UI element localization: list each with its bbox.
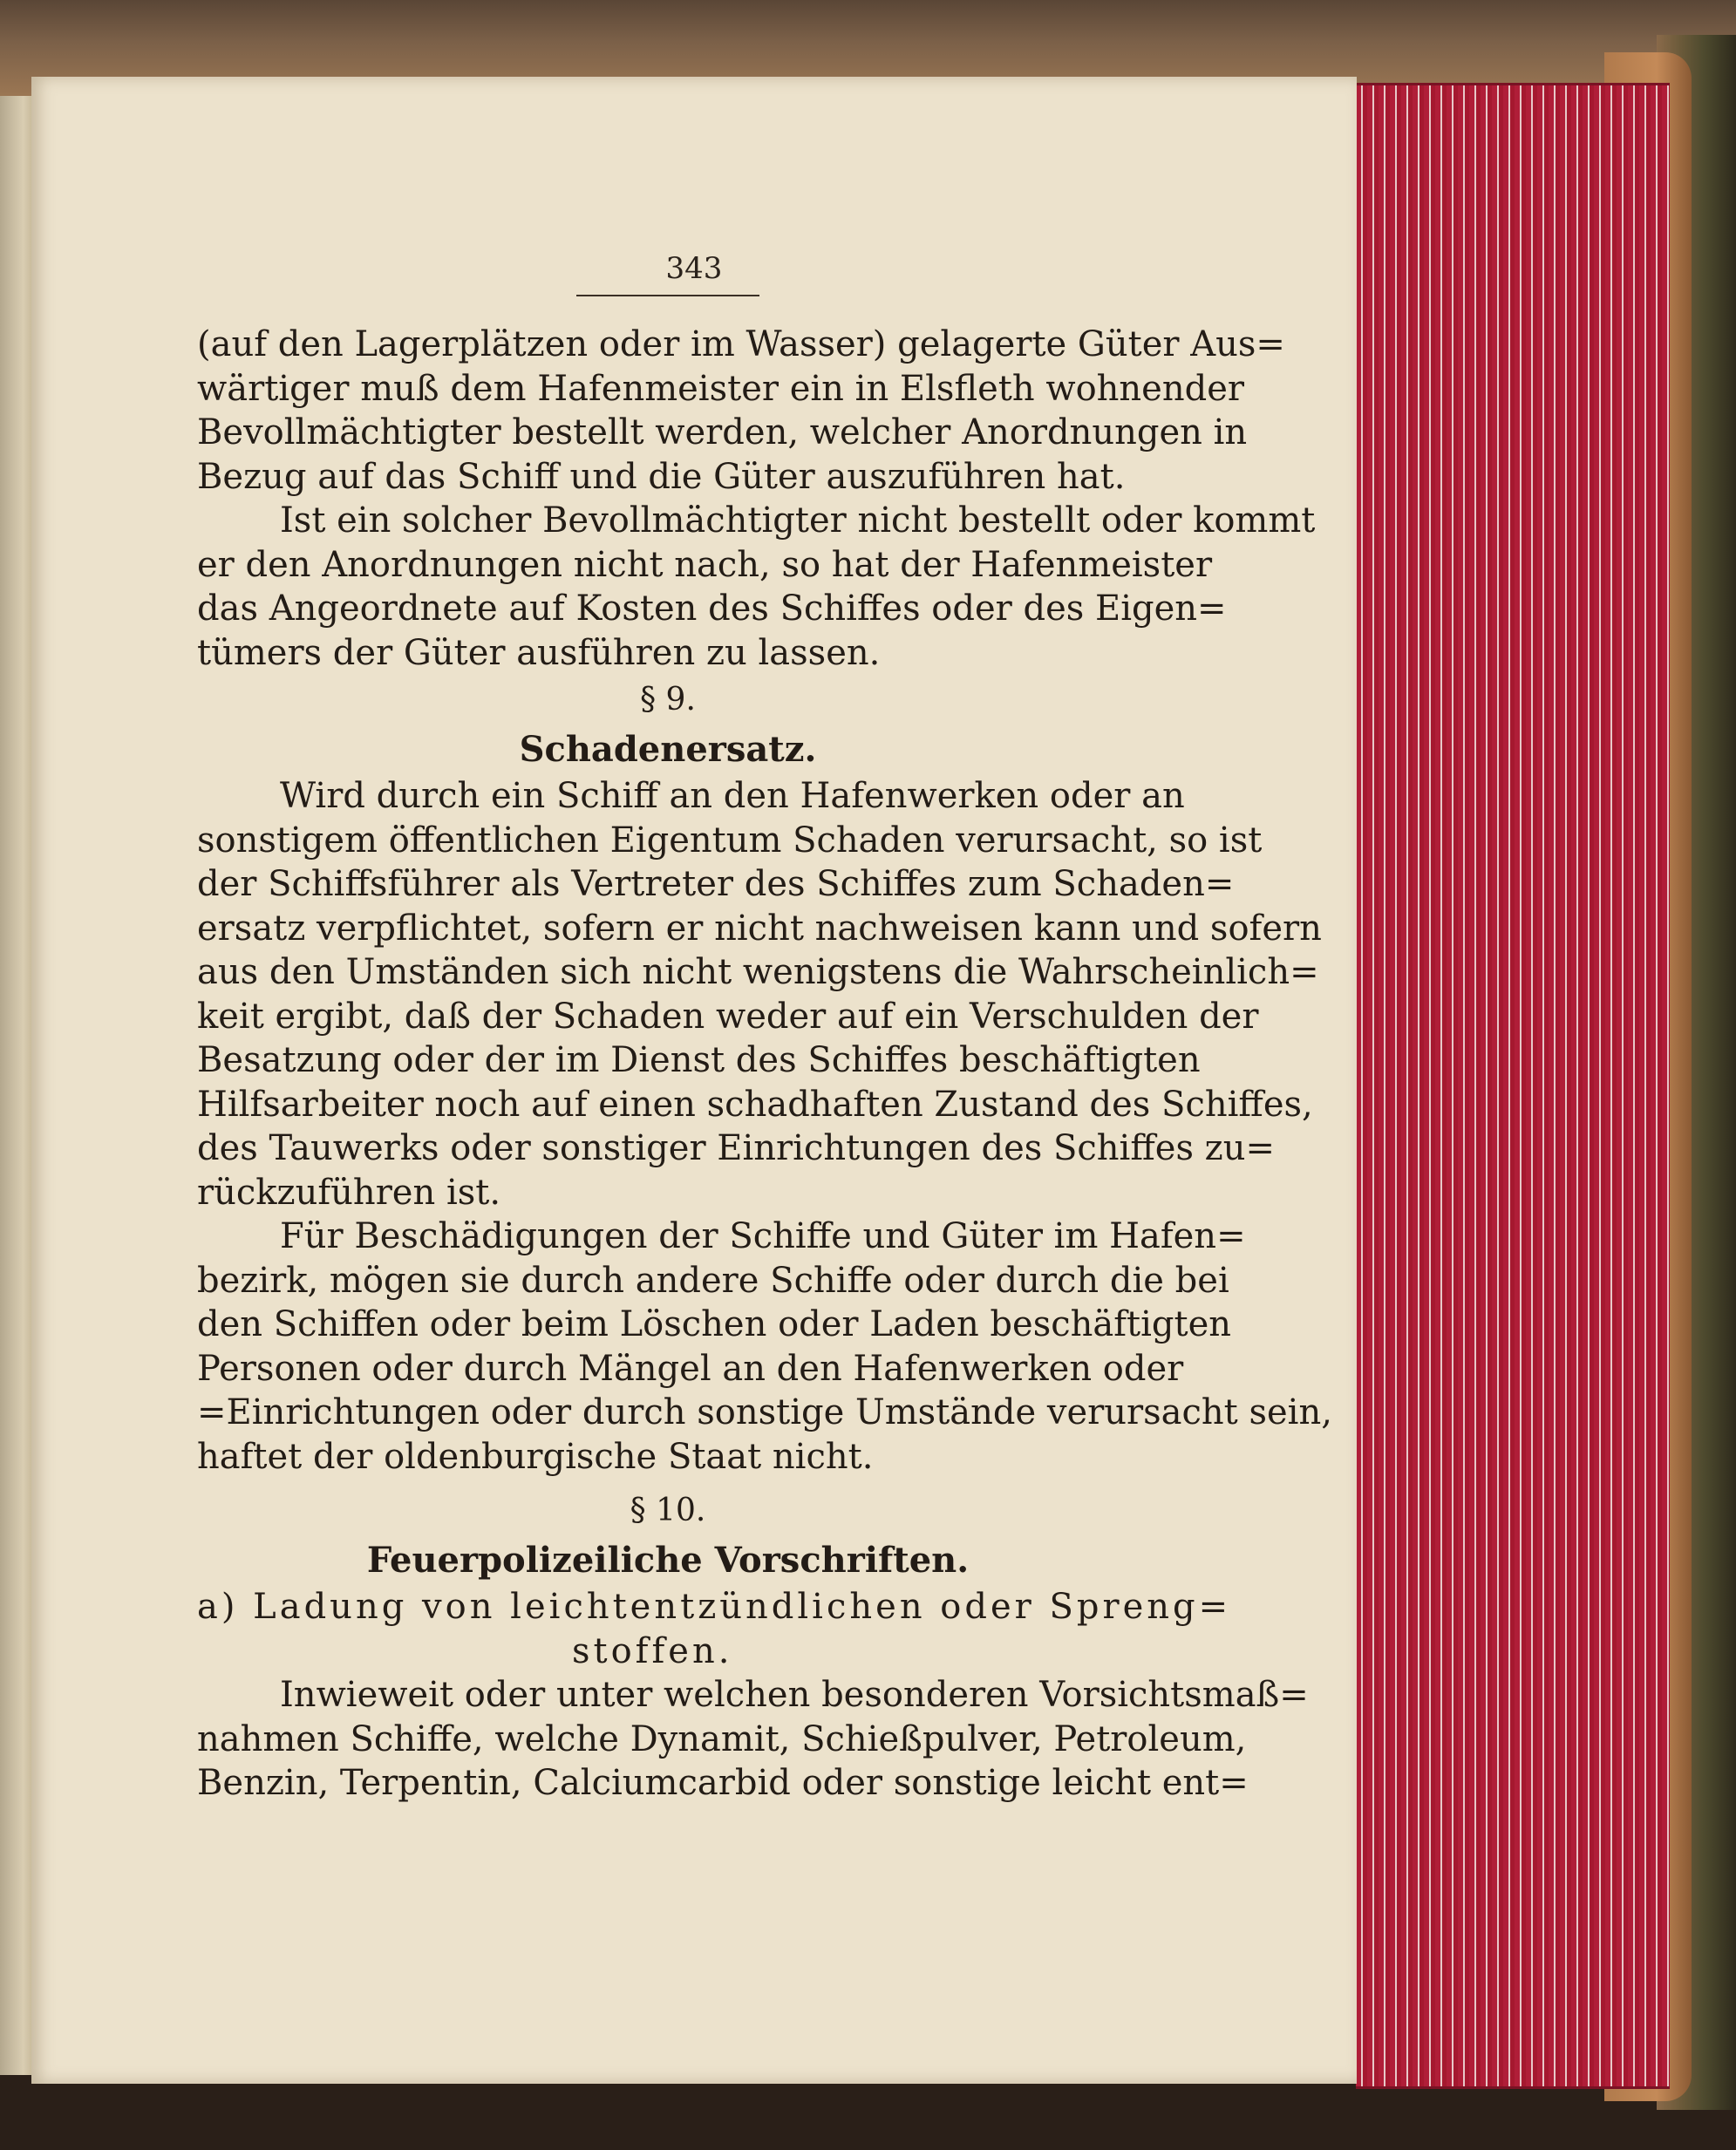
text-line: Wird durch ein Schiff an den Hafenwerken oder an — [280, 776, 1185, 816]
page-number: 343 — [665, 251, 723, 286]
book-page — [31, 77, 1357, 2084]
paragraph-4 — [197, 1214, 1332, 1479]
spacer — [197, 1479, 1139, 1486]
text-line: des Tauwerks oder sonstiger Einrichtungen des Schiffes zu= — [197, 1128, 1276, 1168]
text-line: haftet der oldenburgische Staat nicht. — [197, 1436, 874, 1477]
text-line: Bevollmächtigter bestellt werden, welcher Anordnungen in — [197, 412, 1248, 452]
paragraph-1 — [197, 323, 1285, 499]
text-line: Inwieweit oder unter welchen besonderen Vorsichtsmaß= — [280, 1675, 1309, 1715]
red-page-edges — [1356, 83, 1670, 2089]
paragraph-5 — [197, 1673, 1309, 1806]
text-line: rückzuführen ist. — [197, 1172, 501, 1213]
text-line: aus den Umständen sich nicht wenigstens die Wahrscheinlich= — [197, 952, 1319, 992]
text-line: den Schiffen oder beim Löschen oder Laden beschäftigten — [197, 1304, 1232, 1344]
text-line: nahmen Schiffe, welche Dynamit, Schießpulver, Petroleum, — [197, 1718, 1247, 1759]
paragraph-3 — [197, 774, 1322, 1214]
section-10-title: Feuerpolizeiliche Vorschriften. — [366, 1540, 970, 1581]
text-line: (auf den Lagerplätzen oder im Wasser) gelagerte Güter Aus= — [197, 324, 1285, 364]
text-line: a) Ladung von leichtentzündlichen oder Spreng= — [197, 1587, 1232, 1627]
text-line: Benzin, Terpentin, Calciumcarbid oder sonstige leicht ent= — [197, 1763, 1249, 1803]
text-line: wärtiger muß dem Hafenmeister ein in Elsfleth wohnender — [197, 368, 1245, 409]
subsection-a-heading — [197, 1585, 1232, 1673]
text-line: ersatz verpflichtet, sofern er nicht nachweisen kann und sofern — [197, 908, 1322, 949]
text-line: stoffen. — [572, 1630, 733, 1671]
text-line: Personen oder durch Mängel an den Hafenwerken oder — [197, 1348, 1184, 1389]
text-line: das Angeordnete auf Kosten des Schiffes oder des Eigen= — [197, 589, 1227, 629]
text-line: er den Anordnungen nicht nach, so hat der Hafenmeister — [197, 544, 1213, 585]
text-line: bezirk, mögen sie durch andere Schiffe oder durch die bei — [197, 1260, 1229, 1301]
text-line: tümers der Güter ausführen zu lassen. — [197, 632, 881, 673]
section-9-title: Schadenersatz. — [519, 729, 817, 770]
text-line: der Schiffsführer als Vertreter des Schiffes zum Schaden= — [197, 864, 1235, 904]
header-rule — [576, 295, 759, 296]
previous-page-edge — [0, 96, 35, 2075]
text-line: Für Beschädigungen der Schiffe und Güter im Hafen= — [280, 1216, 1246, 1256]
text-line: Ist ein solcher Bevollmächtigter nicht bestellt oder kommt — [280, 500, 1316, 541]
section-9-number: § 9. — [640, 682, 696, 718]
text-line: keit ergibt, daß der Schaden weder auf ein Verschulden der — [197, 996, 1259, 1037]
section-10-number: § 10. — [630, 1493, 706, 1528]
paragraph-2 — [197, 499, 1316, 675]
page-text — [197, 323, 1332, 1806]
text-line: Hilfsarbeiter noch auf einen schadhaften Zustand des Schiffes, — [197, 1084, 1313, 1125]
text-line: Besatzung oder der im Dienst des Schiffes beschäftigten — [197, 1040, 1201, 1080]
text-line: =Einrichtungen oder durch sonstige Umstände verursacht sein, — [197, 1392, 1332, 1432]
text-line: sonstigem öffentlichen Eigentum Schaden verursacht, so ist — [197, 820, 1263, 861]
text-line: Bezug auf das Schiff und die Güter auszuführen hat. — [197, 456, 1126, 497]
